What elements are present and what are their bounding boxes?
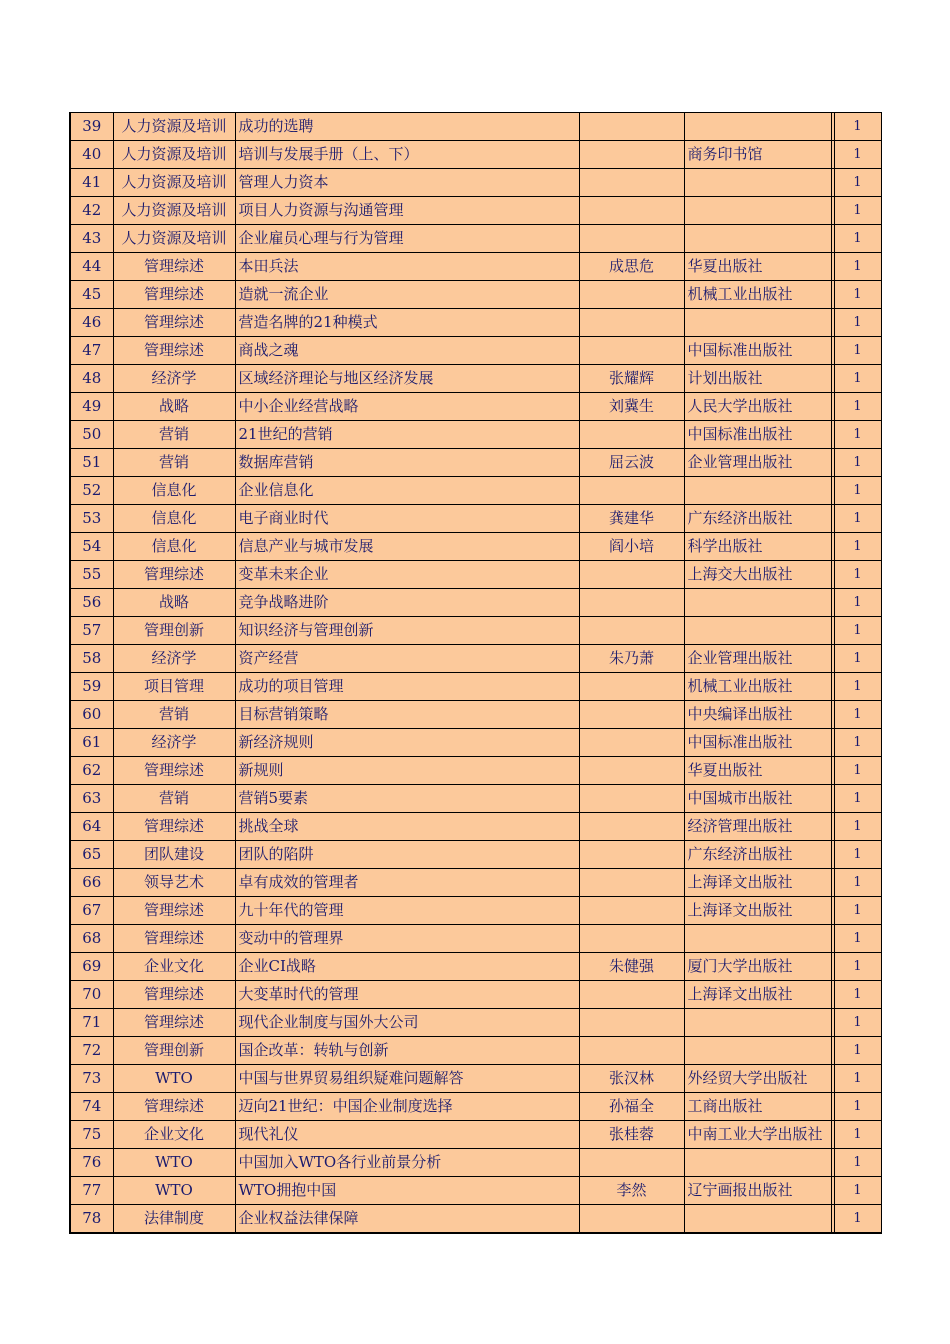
- row-number-cell[interactable]: 70: [70, 981, 113, 1009]
- author-cell[interactable]: [579, 785, 684, 813]
- title-cell[interactable]: 国企改革：转轨与创新: [235, 1037, 579, 1065]
- author-cell[interactable]: [579, 757, 684, 785]
- author-cell[interactable]: [579, 169, 684, 197]
- row-number-cell[interactable]: 46: [70, 309, 113, 337]
- quantity-cell[interactable]: 1: [834, 813, 881, 841]
- table-row: [70, 281, 881, 309]
- publisher-cell[interactable]: 工商出版社: [684, 1093, 831, 1121]
- quantity-cell[interactable]: 1: [834, 1149, 881, 1177]
- author-cell[interactable]: [579, 897, 684, 925]
- publisher-cell[interactable]: [684, 1037, 831, 1065]
- category-cell[interactable]: 营销: [113, 701, 235, 729]
- author-cell[interactable]: [579, 925, 684, 953]
- publisher-cell[interactable]: 机械工业出版社: [684, 673, 831, 701]
- title-cell[interactable]: 区域经济理论与地区经济发展: [235, 365, 579, 393]
- row-number-cell[interactable]: 69: [70, 953, 113, 981]
- table-row: [70, 617, 881, 645]
- table-row: [70, 561, 881, 589]
- title-cell[interactable]: 营造名牌的21种模式: [235, 309, 579, 337]
- title-cell[interactable]: 挑战全球: [235, 813, 579, 841]
- author-cell[interactable]: 成思危: [579, 253, 684, 281]
- title-cell[interactable]: 培训与发展手册（上、下）: [235, 141, 579, 169]
- publisher-cell[interactable]: 计划出版社: [684, 365, 831, 393]
- category-cell[interactable]: 经济学: [113, 645, 235, 673]
- table-row: [70, 533, 881, 561]
- author-cell[interactable]: 张汉林: [579, 1065, 684, 1093]
- title-cell[interactable]: 中国与世界贸易组织疑难问题解答: [235, 1065, 579, 1093]
- row-number-cell[interactable]: 66: [70, 869, 113, 897]
- row-number-cell[interactable]: 75: [70, 1121, 113, 1149]
- quantity-cell[interactable]: 1: [834, 953, 881, 981]
- publisher-cell[interactable]: 辽宁画报出版社: [684, 1177, 831, 1205]
- quantity-cell[interactable]: 1: [834, 1037, 881, 1065]
- title-cell[interactable]: 竞争战略进阶: [235, 589, 579, 617]
- row-number-cell[interactable]: 57: [70, 617, 113, 645]
- category-cell[interactable]: 管理综述: [113, 925, 235, 953]
- publisher-cell[interactable]: 外经贸大学出版社: [684, 1065, 831, 1093]
- row-number-cell[interactable]: 61: [70, 729, 113, 757]
- table-row: [70, 953, 881, 981]
- title-cell[interactable]: 变动中的管理界: [235, 925, 579, 953]
- publisher-cell[interactable]: [684, 225, 831, 253]
- publisher-cell[interactable]: 中南工业大学出版社: [684, 1121, 831, 1149]
- row-number-cell[interactable]: 51: [70, 449, 113, 477]
- table-row: [70, 981, 881, 1009]
- row-number-cell[interactable]: 41: [70, 169, 113, 197]
- quantity-cell[interactable]: 1: [834, 1065, 881, 1093]
- author-cell[interactable]: 龚建华: [579, 505, 684, 533]
- publisher-cell[interactable]: 机械工业出版社: [684, 281, 831, 309]
- category-cell[interactable]: 企业文化: [113, 1121, 235, 1149]
- title-cell[interactable]: 企业信息化: [235, 477, 579, 505]
- table-row: [70, 449, 881, 477]
- quantity-cell[interactable]: 1: [834, 729, 881, 757]
- author-cell[interactable]: [579, 701, 684, 729]
- table-row: [70, 113, 881, 141]
- table-row: [70, 645, 881, 673]
- table-row: [70, 309, 881, 337]
- author-cell[interactable]: 孙福全: [579, 1093, 684, 1121]
- title-cell[interactable]: 企业CI战略: [235, 953, 579, 981]
- author-cell[interactable]: [579, 477, 684, 505]
- category-cell[interactable]: 人力资源及培训: [113, 225, 235, 253]
- row-number-cell[interactable]: 45: [70, 281, 113, 309]
- table-row: [70, 841, 881, 869]
- title-cell[interactable]: 九十年代的管理: [235, 897, 579, 925]
- title-cell[interactable]: 现代企业制度与国外大公司: [235, 1009, 579, 1037]
- publisher-cell[interactable]: [684, 1009, 831, 1037]
- author-cell[interactable]: [579, 869, 684, 897]
- row-number-cell[interactable]: 55: [70, 561, 113, 589]
- row-number-cell[interactable]: 74: [70, 1093, 113, 1121]
- quantity-cell[interactable]: 1: [834, 309, 881, 337]
- author-cell[interactable]: [579, 113, 684, 141]
- quantity-cell[interactable]: 1: [834, 757, 881, 785]
- author-cell[interactable]: [579, 841, 684, 869]
- row-number-cell[interactable]: 42: [70, 197, 113, 225]
- table-row: [70, 337, 881, 365]
- quantity-cell[interactable]: 1: [834, 505, 881, 533]
- category-cell[interactable]: 管理综述: [113, 897, 235, 925]
- title-cell[interactable]: 信息产业与城市发展: [235, 533, 579, 561]
- category-cell[interactable]: 信息化: [113, 533, 235, 561]
- category-cell[interactable]: 管理综述: [113, 337, 235, 365]
- book-list-table: [69, 112, 882, 1234]
- publisher-cell[interactable]: 科学出版社: [684, 533, 831, 561]
- row-number-cell[interactable]: 52: [70, 477, 113, 505]
- title-cell[interactable]: 中小企业经营战略: [235, 393, 579, 421]
- author-cell[interactable]: [579, 617, 684, 645]
- title-cell[interactable]: 团队的陷阱: [235, 841, 579, 869]
- table-row: [70, 589, 881, 617]
- quantity-cell[interactable]: 1: [834, 561, 881, 589]
- publisher-cell[interactable]: [684, 197, 831, 225]
- title-cell[interactable]: 造就一流企业: [235, 281, 579, 309]
- title-cell[interactable]: 知识经济与管理创新: [235, 617, 579, 645]
- publisher-cell[interactable]: [684, 309, 831, 337]
- table-row: [70, 365, 881, 393]
- publisher-cell[interactable]: [684, 477, 831, 505]
- table-row: [70, 757, 881, 785]
- author-cell[interactable]: [579, 981, 684, 1009]
- author-cell[interactable]: [579, 337, 684, 365]
- table-row: [70, 729, 881, 757]
- table-row: [70, 197, 881, 225]
- quantity-cell[interactable]: 1: [834, 449, 881, 477]
- category-cell[interactable]: 领导艺术: [113, 869, 235, 897]
- category-cell[interactable]: 人力资源及培训: [113, 169, 235, 197]
- quantity-cell[interactable]: 1: [834, 869, 881, 897]
- category-cell[interactable]: 管理创新: [113, 617, 235, 645]
- quantity-cell[interactable]: 1: [834, 1205, 881, 1234]
- table-row: [70, 225, 881, 253]
- table-row: [70, 673, 881, 701]
- row-number-cell[interactable]: 64: [70, 813, 113, 841]
- publisher-cell[interactable]: [684, 589, 831, 617]
- quantity-cell[interactable]: 1: [834, 925, 881, 953]
- quantity-cell[interactable]: 1: [834, 225, 881, 253]
- publisher-cell[interactable]: 中国城市出版社: [684, 785, 831, 813]
- category-cell[interactable]: 管理综述: [113, 1093, 235, 1121]
- category-cell[interactable]: 管理综述: [113, 981, 235, 1009]
- publisher-cell[interactable]: 中国标准出版社: [684, 337, 831, 365]
- category-cell[interactable]: 管理综述: [113, 561, 235, 589]
- row-number-cell[interactable]: 62: [70, 757, 113, 785]
- category-cell[interactable]: 经济学: [113, 365, 235, 393]
- quantity-cell[interactable]: 1: [834, 1177, 881, 1205]
- row-number-cell[interactable]: 63: [70, 785, 113, 813]
- quantity-cell[interactable]: 1: [834, 1093, 881, 1121]
- quantity-cell[interactable]: 1: [834, 533, 881, 561]
- author-cell[interactable]: [579, 225, 684, 253]
- publisher-cell[interactable]: 中国标准出版社: [684, 729, 831, 757]
- category-cell[interactable]: 营销: [113, 421, 235, 449]
- publisher-cell[interactable]: [684, 113, 831, 141]
- row-number-cell[interactable]: 78: [70, 1205, 113, 1234]
- author-cell[interactable]: 刘冀生: [579, 393, 684, 421]
- quantity-cell[interactable]: 1: [834, 1121, 881, 1149]
- quantity-cell[interactable]: 1: [834, 281, 881, 309]
- title-cell[interactable]: 21世纪的营销: [235, 421, 579, 449]
- table-row: [70, 253, 881, 281]
- table-row: [70, 1177, 881, 1205]
- table-row: [70, 477, 881, 505]
- quantity-cell[interactable]: 1: [834, 701, 881, 729]
- table-row: [70, 1009, 881, 1037]
- title-cell[interactable]: 管理人力资本: [235, 169, 579, 197]
- row-number-cell[interactable]: 53: [70, 505, 113, 533]
- quantity-cell[interactable]: 1: [834, 589, 881, 617]
- category-cell[interactable]: 人力资源及培训: [113, 141, 235, 169]
- category-cell[interactable]: 企业文化: [113, 953, 235, 981]
- row-number-cell[interactable]: 60: [70, 701, 113, 729]
- title-cell[interactable]: 企业权益法律保障: [235, 1205, 579, 1234]
- title-cell[interactable]: 中国加入WTO各行业前景分析: [235, 1149, 579, 1177]
- author-cell[interactable]: [579, 1149, 684, 1177]
- title-cell[interactable]: 现代礼仪: [235, 1121, 579, 1149]
- publisher-cell[interactable]: 广东经济出版社: [684, 505, 831, 533]
- publisher-cell[interactable]: 上海译文出版社: [684, 897, 831, 925]
- author-cell[interactable]: 李然: [579, 1177, 684, 1205]
- publisher-cell[interactable]: 中国标准出版社: [684, 421, 831, 449]
- publisher-cell[interactable]: 华夏出版社: [684, 253, 831, 281]
- table-row: [70, 169, 881, 197]
- category-cell[interactable]: 经济学: [113, 729, 235, 757]
- author-cell[interactable]: [579, 813, 684, 841]
- author-cell[interactable]: 张桂蓉: [579, 1121, 684, 1149]
- publisher-cell[interactable]: [684, 617, 831, 645]
- author-cell[interactable]: [579, 673, 684, 701]
- category-cell[interactable]: 营销: [113, 449, 235, 477]
- table-row: [70, 785, 881, 813]
- table-body: [70, 113, 881, 1234]
- title-cell[interactable]: 商战之魂: [235, 337, 579, 365]
- category-cell[interactable]: 法律制度: [113, 1205, 235, 1234]
- quantity-cell[interactable]: 1: [834, 365, 881, 393]
- quantity-cell[interactable]: 1: [834, 785, 881, 813]
- category-cell[interactable]: 营销: [113, 785, 235, 813]
- publisher-cell[interactable]: 华夏出版社: [684, 757, 831, 785]
- quantity-cell[interactable]: 1: [834, 617, 881, 645]
- title-cell[interactable]: 成功的项目管理: [235, 673, 579, 701]
- quantity-cell[interactable]: 1: [834, 1009, 881, 1037]
- quantity-cell[interactable]: 1: [834, 169, 881, 197]
- row-number-cell[interactable]: 72: [70, 1037, 113, 1065]
- author-cell[interactable]: [579, 729, 684, 757]
- row-number-cell[interactable]: 54: [70, 533, 113, 561]
- row-number-cell[interactable]: 40: [70, 141, 113, 169]
- publisher-cell[interactable]: [684, 169, 831, 197]
- category-cell[interactable]: 管理综述: [113, 1009, 235, 1037]
- category-cell[interactable]: 管理创新: [113, 1037, 235, 1065]
- publisher-cell[interactable]: 上海译文出版社: [684, 981, 831, 1009]
- category-cell[interactable]: 管理综述: [113, 253, 235, 281]
- quantity-cell[interactable]: 1: [834, 897, 881, 925]
- row-number-cell[interactable]: 47: [70, 337, 113, 365]
- category-cell[interactable]: 管理综述: [113, 281, 235, 309]
- table-row: [70, 505, 881, 533]
- title-cell[interactable]: 卓有成效的管理者: [235, 869, 579, 897]
- quantity-cell[interactable]: 1: [834, 841, 881, 869]
- quantity-cell[interactable]: 1: [834, 197, 881, 225]
- author-cell[interactable]: 屈云波: [579, 449, 684, 477]
- author-cell[interactable]: [579, 421, 684, 449]
- row-number-cell[interactable]: 58: [70, 645, 113, 673]
- author-cell[interactable]: 朱乃萧: [579, 645, 684, 673]
- row-number-cell[interactable]: 49: [70, 393, 113, 421]
- author-cell[interactable]: 张耀辉: [579, 365, 684, 393]
- title-cell[interactable]: 大变革时代的管理: [235, 981, 579, 1009]
- publisher-cell[interactable]: 上海译文出版社: [684, 869, 831, 897]
- author-cell[interactable]: 阎小培: [579, 533, 684, 561]
- title-cell[interactable]: 本田兵法: [235, 253, 579, 281]
- table-row: [70, 1205, 881, 1234]
- title-cell[interactable]: 资产经营: [235, 645, 579, 673]
- row-number-cell[interactable]: 71: [70, 1009, 113, 1037]
- row-number-cell[interactable]: 43: [70, 225, 113, 253]
- table-row: [70, 869, 881, 897]
- publisher-cell[interactable]: 商务印书馆: [684, 141, 831, 169]
- table-row: [70, 1037, 881, 1065]
- row-number-cell[interactable]: 65: [70, 841, 113, 869]
- table-row: [70, 1149, 881, 1177]
- publisher-cell[interactable]: [684, 1205, 831, 1234]
- table-row: [70, 701, 881, 729]
- table-row: [70, 925, 881, 953]
- author-cell[interactable]: [579, 589, 684, 617]
- quantity-cell[interactable]: 1: [834, 253, 881, 281]
- author-cell[interactable]: [579, 281, 684, 309]
- category-cell[interactable]: 管理综述: [113, 309, 235, 337]
- table-row: [70, 393, 881, 421]
- category-cell[interactable]: 战略: [113, 393, 235, 421]
- row-number-cell[interactable]: 56: [70, 589, 113, 617]
- author-cell[interactable]: 朱健强: [579, 953, 684, 981]
- title-cell[interactable]: 数据库营销: [235, 449, 579, 477]
- quantity-cell[interactable]: 1: [834, 673, 881, 701]
- table-row: [70, 813, 881, 841]
- table-row: [70, 141, 881, 169]
- author-cell[interactable]: [579, 1009, 684, 1037]
- row-number-cell[interactable]: 67: [70, 897, 113, 925]
- category-cell[interactable]: 管理综述: [113, 757, 235, 785]
- row-number-cell[interactable]: 76: [70, 1149, 113, 1177]
- title-cell[interactable]: WTO拥抱中国: [235, 1177, 579, 1205]
- table-row: [70, 421, 881, 449]
- author-cell[interactable]: [579, 1037, 684, 1065]
- quantity-cell[interactable]: 1: [834, 141, 881, 169]
- category-cell[interactable]: 人力资源及培训: [113, 113, 235, 141]
- publisher-cell[interactable]: 经济管理出版社: [684, 813, 831, 841]
- category-cell[interactable]: 信息化: [113, 477, 235, 505]
- table-row: [70, 897, 881, 925]
- row-number-cell[interactable]: 59: [70, 673, 113, 701]
- quantity-cell[interactable]: 1: [834, 477, 881, 505]
- quantity-cell[interactable]: 1: [834, 981, 881, 1009]
- row-number-cell[interactable]: 39: [70, 113, 113, 141]
- title-cell[interactable]: 新规则: [235, 757, 579, 785]
- title-cell[interactable]: 新经济规则: [235, 729, 579, 757]
- author-cell[interactable]: [579, 197, 684, 225]
- category-cell[interactable]: WTO: [113, 1065, 235, 1093]
- quantity-cell[interactable]: 1: [834, 337, 881, 365]
- category-cell[interactable]: 战略: [113, 589, 235, 617]
- quantity-cell[interactable]: 1: [834, 393, 881, 421]
- publisher-cell[interactable]: 厦门大学出版社: [684, 953, 831, 981]
- publisher-cell[interactable]: [684, 1149, 831, 1177]
- author-cell[interactable]: [579, 141, 684, 169]
- publisher-cell[interactable]: 企业管理出版社: [684, 645, 831, 673]
- table-row: [70, 1121, 881, 1149]
- publisher-cell[interactable]: 人民大学出版社: [684, 393, 831, 421]
- row-number-cell[interactable]: 50: [70, 421, 113, 449]
- title-cell[interactable]: 电子商业时代: [235, 505, 579, 533]
- publisher-cell[interactable]: 上海交大出版社: [684, 561, 831, 589]
- row-number-cell[interactable]: 68: [70, 925, 113, 953]
- publisher-cell[interactable]: 广东经济出版社: [684, 841, 831, 869]
- category-cell[interactable]: 团队建设: [113, 841, 235, 869]
- quantity-cell[interactable]: 1: [834, 113, 881, 141]
- category-cell[interactable]: 人力资源及培训: [113, 197, 235, 225]
- title-cell[interactable]: 营销5要素: [235, 785, 579, 813]
- row-number-cell[interactable]: 77: [70, 1177, 113, 1205]
- title-cell[interactable]: 目标营销策略: [235, 701, 579, 729]
- author-cell[interactable]: [579, 561, 684, 589]
- row-number-cell[interactable]: 48: [70, 365, 113, 393]
- category-cell[interactable]: 项目管理: [113, 673, 235, 701]
- publisher-cell[interactable]: 企业管理出版社: [684, 449, 831, 477]
- table-row: [70, 1093, 881, 1121]
- row-number-cell[interactable]: 73: [70, 1065, 113, 1093]
- title-cell[interactable]: 企业雇员心理与行为管理: [235, 225, 579, 253]
- author-cell[interactable]: [579, 1205, 684, 1234]
- category-cell[interactable]: 管理综述: [113, 813, 235, 841]
- title-cell[interactable]: 变革未来企业: [235, 561, 579, 589]
- title-cell[interactable]: 项目人力资源与沟通管理: [235, 197, 579, 225]
- category-cell[interactable]: WTO: [113, 1177, 235, 1205]
- table-row: [70, 1065, 881, 1093]
- quantity-cell[interactable]: 1: [834, 645, 881, 673]
- row-number-cell[interactable]: 44: [70, 253, 113, 281]
- author-cell[interactable]: [579, 309, 684, 337]
- title-cell[interactable]: 成功的选聘: [235, 113, 579, 141]
- quantity-cell[interactable]: 1: [834, 421, 881, 449]
- title-cell[interactable]: 迈向21世纪：中国企业制度选择: [235, 1093, 579, 1121]
- category-cell[interactable]: WTO: [113, 1149, 235, 1177]
- publisher-cell[interactable]: [684, 925, 831, 953]
- publisher-cell[interactable]: 中央编译出版社: [684, 701, 831, 729]
- category-cell[interactable]: 信息化: [113, 505, 235, 533]
